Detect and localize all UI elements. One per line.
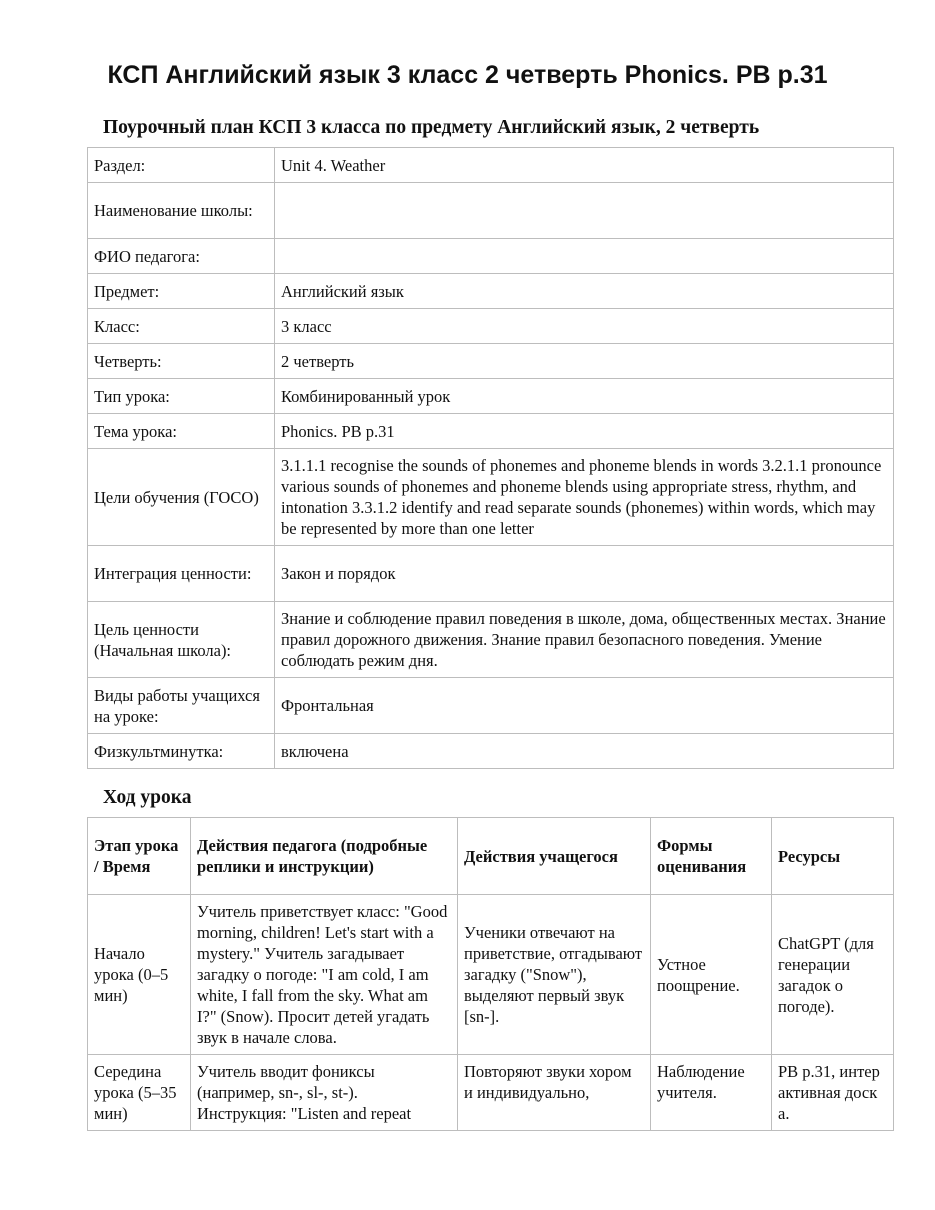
lesson-flow-table [87,817,894,1131]
lesson-row-start [88,895,894,1055]
info-row-grade [88,309,894,344]
lesson-info-table [87,147,894,769]
info-row-school [88,183,894,239]
info-row-work-types [88,678,894,734]
info-row-topic [88,414,894,449]
teacher-actions-cell: Учитель приветствует класс: "Good morning, children! Let's start with a mystery." Учитель загадывает загадку о погоде: "I am cold, I am white, I fall from the sky. What am I?" (Snow). Просит детей угадать звук в начале слова. [191,895,458,1055]
info-value [275,183,894,239]
info-label: Класс: [88,309,275,344]
info-value: Английский язык [275,274,894,309]
student-actions-cell: Повторяют звуки хором и индивидуально, [458,1055,651,1131]
lesson-header-row [88,818,894,895]
header-teacher-actions: Действия педагога (подробные реплики и инструкции) [191,818,458,895]
lesson-row-middle [88,1055,894,1131]
resources-cell: ChatGPT (для генерации загадок о погоде). [772,895,894,1055]
info-label: Тип урока: [88,379,275,414]
info-row-value-goal [88,602,894,678]
info-label: ФИО педагога: [88,239,275,274]
assessment-cell: Наблюдение учителя. [651,1055,772,1131]
info-label: Физкультминутка: [88,734,275,769]
info-label: Предмет: [88,274,275,309]
info-label: Цели обучения (ГОСО) [88,449,275,546]
header-assessment: Формы оценивания [651,818,772,895]
info-row-objectives [88,449,894,546]
page-title: КСП Английский язык 3 класс 2 четверть Phonics. PB p.31 [107,61,828,89]
resources-cell: PB p.31, интерактивная доска. [772,1055,894,1131]
info-value [275,239,894,274]
info-row-quarter [88,344,894,379]
info-value: Phonics. PB p.31 [275,414,894,449]
info-label: Раздел: [88,148,275,183]
info-row-teacher [88,239,894,274]
assessment-cell: Устное поощрение. [651,895,772,1055]
header-stage: Этап урока / Время [88,818,191,895]
plan-subtitle: Поурочный план КСП 3 класса по предмету Английский язык, 2 четверть [103,117,760,138]
info-label: Тема урока: [88,414,275,449]
info-value: Фронтальная [275,678,894,734]
info-value: 2 четверть [275,344,894,379]
lesson-flow-title: Ход урока [103,787,192,808]
info-value: Знание и соблюдение правил поведения в школе, дома, общественных местах. Знание правил дорожного движения. Знание правил безопасного поведения. Умение соблюдать режим дня. [275,602,894,678]
info-value: Комбинированный урок [275,379,894,414]
info-row-subject [88,274,894,309]
info-label: Виды работы учащихся на уроке: [88,678,275,734]
header-resources: Ресурсы [772,818,894,895]
info-row-lesson-type [88,379,894,414]
info-label: Интеграция ценности: [88,546,275,602]
stage-cell: Середина урока (5–35 мин) [88,1055,191,1131]
teacher-actions-cell: Учитель вводит фониксы (например, sn-, sl-, st-). Инструкция: "Listen and repeat [191,1055,458,1131]
info-value: включена [275,734,894,769]
info-value: 3 класс [275,309,894,344]
info-row-physical-break [88,734,894,769]
info-row-section [88,148,894,183]
header-student-actions: Действия учащегося [458,818,651,895]
info-label: Цель ценности (Начальная школа): [88,602,275,678]
student-actions-cell: Ученики отвечают на приветствие, отгадывают загадку ("Snow"), выделяют первый звук [sn-]. [458,895,651,1055]
info-label: Наименование школы: [88,183,275,239]
info-value: 3.1.1.1 recognise the sounds of phonemes and phoneme blends in words 3.2.1.1 pronounce various sounds of phonemes and phoneme blends using appropriate stress, rhythm, and intonation 3.3.1.2 identify and read separate sounds (phonemes) within words, which may be represented by more than one letter [275,449,894,546]
stage-cell: Начало урока (0–5 мин) [88,895,191,1055]
info-row-value-integration [88,546,894,602]
info-label: Четверть: [88,344,275,379]
info-value: Закон и порядок [275,546,894,602]
info-value: Unit 4. Weather [275,148,894,183]
